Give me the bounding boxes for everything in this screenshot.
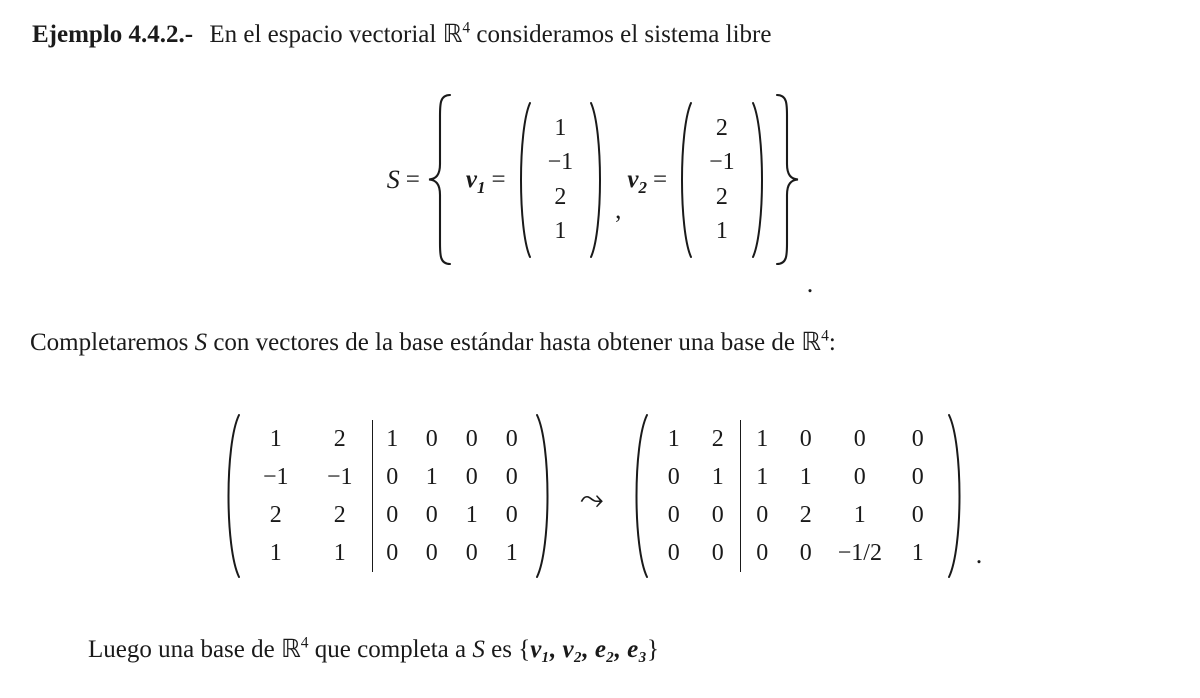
basis-close-brace: } [646, 636, 659, 663]
matrix-cell: 0 [372, 458, 412, 496]
v2-entry: 2 [715, 115, 728, 142]
equals-sign: = [405, 165, 420, 193]
matrix-cell: 0 [711, 540, 724, 566]
matrix-cell: 0 [465, 540, 478, 566]
example-text-before: En el espacio vectorial [209, 21, 437, 48]
matrix-cell: 0 [425, 502, 438, 528]
rightsquigarrow-icon: ⤳ [579, 483, 604, 516]
real-space-exponent-2: 4 [821, 327, 829, 345]
matrix-cell: 1 [911, 540, 924, 566]
matrix-cell: 0 [465, 426, 478, 452]
v2-entry: −1 [709, 149, 735, 176]
matrix-cell: 0 [425, 426, 438, 452]
matrix-cell: 2 [799, 502, 812, 528]
left-curly-brace [426, 92, 456, 267]
matrix-cell: 2 [333, 426, 346, 452]
right-paren-v2 [749, 100, 771, 260]
matrix-cell: 1 [505, 540, 518, 566]
v1-entry: 1 [554, 115, 567, 142]
matrix-cell: 0 [667, 540, 680, 566]
paragraph-luego-base [88, 634, 659, 664]
paragraph2-part2: con vectores de la base estándar hasta obtener una base de [213, 329, 795, 356]
basis-vectors: v₁, v₂, e₂, e₃ [530, 636, 647, 663]
matrix-cell: 0 [911, 464, 924, 490]
real-space-exponent-3: 4 [300, 634, 309, 652]
matrix-cell: 1 [269, 426, 282, 452]
matrix-cell: −1/2 [837, 540, 882, 566]
vector-v1-entries [534, 111, 588, 247]
matrix-cell: 0 [911, 426, 924, 452]
matrix-cell: 0 [911, 502, 924, 528]
set-name: S [386, 164, 400, 194]
equals-sign-v2: = [653, 165, 668, 193]
matrix-cell: −1 [326, 464, 353, 490]
equation-period: . [806, 269, 814, 298]
example-label: Ejemplo 4.4.2.- [32, 21, 194, 48]
left-paren-matrix-2 [626, 412, 652, 580]
equation-matrices [0, 412, 1200, 580]
matrix-cell: 0 [799, 426, 812, 452]
matrix-cell: 0 [667, 464, 680, 490]
example-text-after: consideramos el sistema libre [476, 21, 772, 48]
paragraph2-colon: : [828, 329, 836, 356]
matrix-cell: 0 [853, 426, 866, 452]
matrix-cell: 0 [505, 426, 518, 452]
equals-sign-v1: = [491, 165, 506, 193]
matrix-right [626, 412, 983, 580]
matrix-cell: −1 [262, 464, 289, 490]
basis-open-brace: { [518, 636, 531, 663]
matrix-cell: 1 [465, 502, 478, 528]
vector-v2-entries [695, 111, 749, 247]
v1-entry: 1 [554, 217, 567, 244]
matrix-cell: 0 [505, 502, 518, 528]
comma-separator: , [615, 197, 622, 224]
v2-entry: 1 [715, 217, 728, 244]
matrix-cell: 1 [667, 426, 680, 452]
matrix-cell: 1 [333, 540, 346, 566]
matrices-period: . [975, 540, 983, 569]
paragraph3-set-s: S [472, 636, 485, 663]
v2-entry: 2 [715, 183, 728, 210]
right-paren-matrix-2 [944, 412, 970, 580]
left-paren-v2 [673, 100, 695, 260]
paragraph2-part1: Completaremos [30, 329, 189, 356]
matrix-cell: 0 [740, 496, 784, 534]
matrix-cell: 1 [269, 540, 282, 566]
matrix-cell: 2 [333, 502, 346, 528]
left-paren-v1 [512, 100, 534, 260]
example-statement [32, 18, 1172, 52]
matrix-cell: 1 [799, 464, 812, 490]
matrix-cell: 0 [465, 464, 478, 490]
matrix-cell: 1 [853, 502, 866, 528]
v1-entry: −1 [547, 149, 574, 176]
matrix-cell: 0 [711, 502, 724, 528]
v1-entry: 2 [554, 183, 567, 210]
matrix-cell: 0 [799, 540, 812, 566]
real-space-exponent: 4 [462, 19, 471, 37]
matrix-right-grid [652, 420, 944, 572]
matrix-cell: 0 [505, 464, 518, 490]
matrix-cell: 2 [711, 426, 724, 452]
vector-v2-name: $v_2$ [627, 165, 648, 197]
vector-v1-name: $v_1$ [465, 165, 486, 197]
right-paren-matrix-1 [532, 412, 558, 580]
matrix-cell: 0 [667, 502, 680, 528]
matrix-cell: 2 [269, 502, 282, 528]
right-curly-brace [771, 92, 801, 267]
left-paren-matrix-1 [218, 412, 244, 580]
matrix-cell: 1 [372, 420, 412, 458]
matrix-left [218, 412, 558, 580]
matrix-cell: 1 [740, 458, 784, 496]
matrix-cell: 0 [372, 496, 412, 534]
matrix-cell: 1 [425, 464, 438, 490]
paragraph3-part1: Luego una base de [88, 636, 275, 663]
matrix-cell: 1 [740, 420, 784, 458]
matrix-cell: 0 [372, 534, 412, 572]
real-space-symbol: ℝ$^4$ [442, 19, 471, 48]
paragraph2-set-s: S [194, 329, 208, 356]
matrix-cell: 1 [711, 464, 724, 490]
right-paren-v1 [587, 100, 609, 260]
equation-set-s [0, 92, 1200, 298]
matrix-cell: 0 [425, 540, 438, 566]
paragraph3-part2: que completa a [314, 636, 467, 663]
matrix-cell: 0 [740, 534, 784, 572]
matrix-cell: 0 [853, 464, 866, 490]
real-space-symbol-3: ℝ$^4$ [280, 634, 309, 663]
paragraph3-part3: es [491, 636, 512, 663]
matrix-left-grid [244, 420, 532, 572]
paragraph-completaremos [30, 325, 1170, 361]
real-space-symbol-2: ℝ$^4$ [801, 327, 829, 356]
